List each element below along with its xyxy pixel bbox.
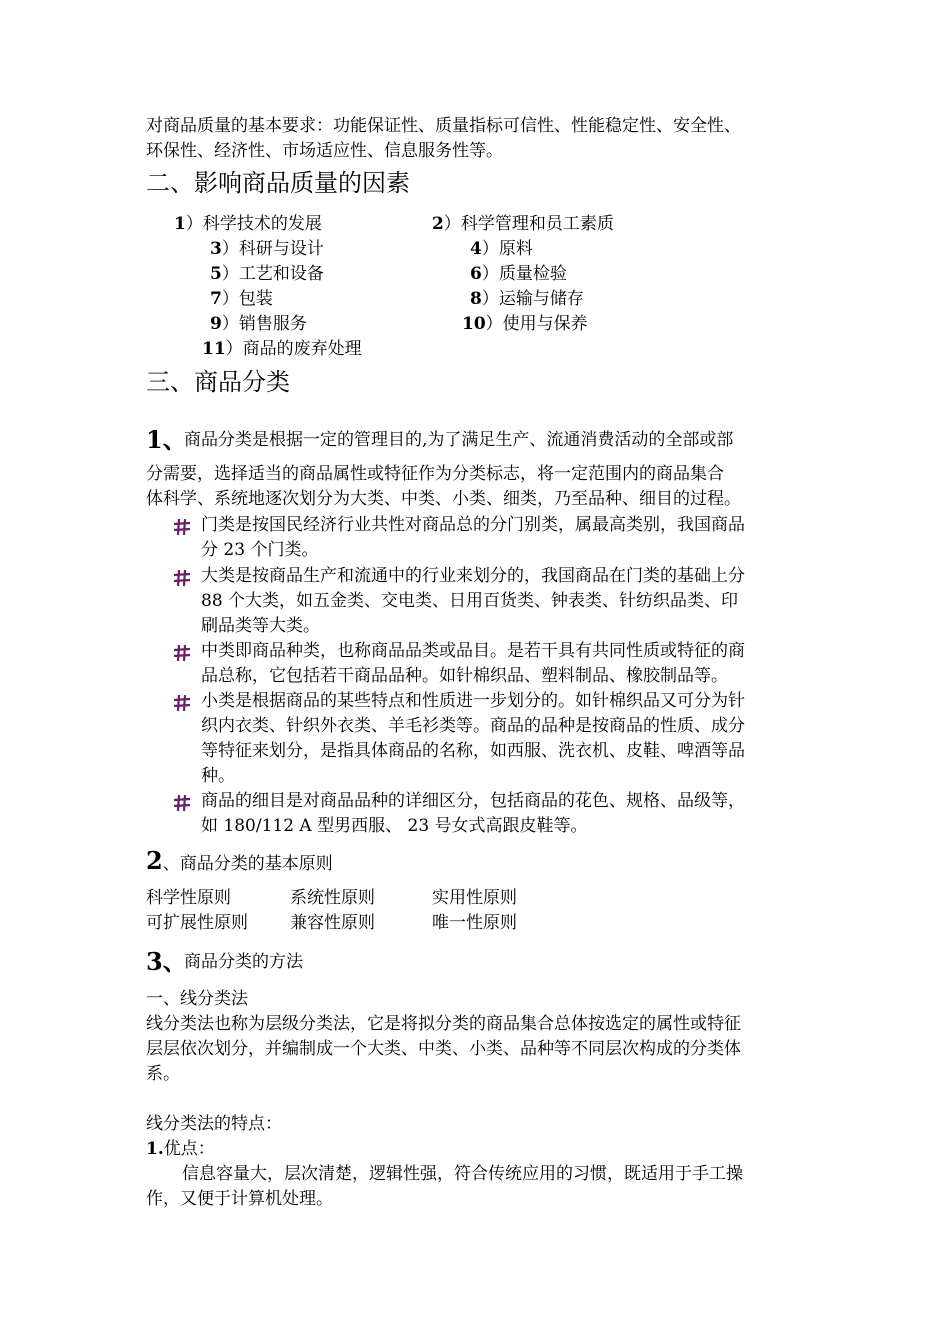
advantages-line-2: 作，又便于计算机处理。	[146, 1189, 333, 1209]
bullet-2-line-3: 刷品类等大类。	[201, 616, 320, 636]
factor-10: 10）使用与保养	[462, 314, 588, 334]
definition-line-3: 系。	[146, 1064, 180, 1084]
hash-bullet-icon	[173, 794, 191, 812]
principle-1: 科学性原则	[146, 888, 231, 908]
item-1-number: 1、	[146, 425, 187, 454]
hash-bullet-icon	[173, 694, 191, 712]
factor-4: 4）原料	[470, 239, 533, 259]
item-3-heading: 商品分类的方法	[184, 952, 303, 972]
factor-3: 3）科研与设计	[210, 239, 324, 259]
bullet-2-line-1: 大类是按商品生产和流通中的行业来划分的，我国商品在门类的基础上分	[201, 566, 745, 586]
factor-7: 7）包装	[210, 289, 273, 309]
bullet-2-line-2: 88 个大类，如五金类、交电类、日用百货类、钟表类、针纺织品类、印	[201, 591, 739, 611]
factor-9: 9）销售服务	[210, 314, 307, 334]
bullet-5-line-1: 商品的细目是对商品品种的详细区分，包括商品的花色、规格、品级等，	[201, 791, 745, 811]
bullet-4-line-1: 小类是根据商品的某些特点和性质进一步划分的。如针棉织品又可分为针	[201, 691, 745, 711]
principle-4: 可扩展性原则	[146, 913, 248, 933]
section-2-heading: 二、影响商品质量的因素	[146, 169, 410, 197]
definition-line-2: 层层依次划分，并编制成一个大类、中类、小类、品种等不同层次构成的分类体	[146, 1039, 741, 1059]
factor-6: 6）质量检验	[470, 264, 567, 284]
factor-8: 8）运输与储存	[470, 289, 584, 309]
item-1-line-2: 分需要，选择适当的商品属性或特征作为分类标志，将一定范围内的商品集合	[146, 464, 724, 484]
intro-line-2: 环保性、经济性、市场适应性、信息服务性等。	[146, 141, 503, 161]
principle-2: 系统性原则	[290, 888, 375, 908]
bullet-4-line-3: 等特征来划分，是指具体商品的名称，如西服、洗衣机、皮鞋、啤酒等品	[201, 741, 745, 761]
advantages-label: 1.优点：	[146, 1139, 215, 1159]
factor-11: 11）商品的废弃处理	[202, 339, 362, 359]
item-3-number: 3、	[146, 947, 187, 976]
item-2-heading: 2、商品分类的基本原则	[146, 846, 333, 875]
bullet-1-line-1: 门类是按国民经济行业共性对商品总的分门别类，属最高类别，我国商品	[201, 515, 745, 535]
bullet-3-line-1: 中类即商品种类，也称商品品类或品目。是若干具有共同性质或特征的商	[201, 641, 745, 661]
bullet-1-line-2: 分 23 个门类。	[201, 540, 319, 560]
bullet-4-line-2: 织内衣类、针织外衣类、羊毛衫类等。商品的品种是按商品的性质、成分	[201, 716, 745, 736]
item-1-line-1: 商品分类是根据一定的管理目的,为了满足生产、流通消费活动的全部或部	[184, 430, 734, 450]
factor-5: 5）工艺和设备	[210, 264, 324, 284]
hash-bullet-icon	[173, 518, 191, 536]
section-3-heading: 三、商品分类	[146, 368, 290, 396]
intro-line-1: 对商品质量的基本要求：功能保证性、质量指标可信性、性能稳定性、安全性、	[146, 116, 741, 136]
line-classification-subtitle: 一、线分类法	[146, 989, 248, 1009]
principle-3: 实用性原则	[432, 888, 517, 908]
principle-6: 唯一性原则	[432, 913, 517, 933]
hash-bullet-icon	[173, 569, 191, 587]
advantages-line-1: 信息容量大，层次清楚，逻辑性强，符合传统应用的习惯，既适用于手工操	[182, 1164, 743, 1184]
features-title: 线分类法的特点：	[146, 1114, 282, 1134]
principle-5: 兼容性原则	[290, 913, 375, 933]
factor-2: 2）科学管理和员工素质	[432, 214, 614, 234]
bullet-3-line-2: 品总称，它包括若干商品品种。如针棉织品、塑料制品、橡胶制品等。	[201, 666, 728, 686]
item-1-line-3: 体科学、系统地逐次划分为大类、中类、小类、细类，乃至品种、细目的过程。	[146, 489, 741, 509]
definition-line-1: 线分类法也称为层级分类法，它是将拟分类的商品集合总体按选定的属性或特征	[146, 1014, 741, 1034]
bullet-5-line-2: 如 180/112 A 型男西服、 23 号女式高跟皮鞋等。	[201, 816, 588, 836]
factor-1: 1）科学技术的发展	[174, 214, 322, 234]
hash-bullet-icon	[173, 644, 191, 662]
bullet-4-line-4: 种。	[201, 766, 235, 786]
